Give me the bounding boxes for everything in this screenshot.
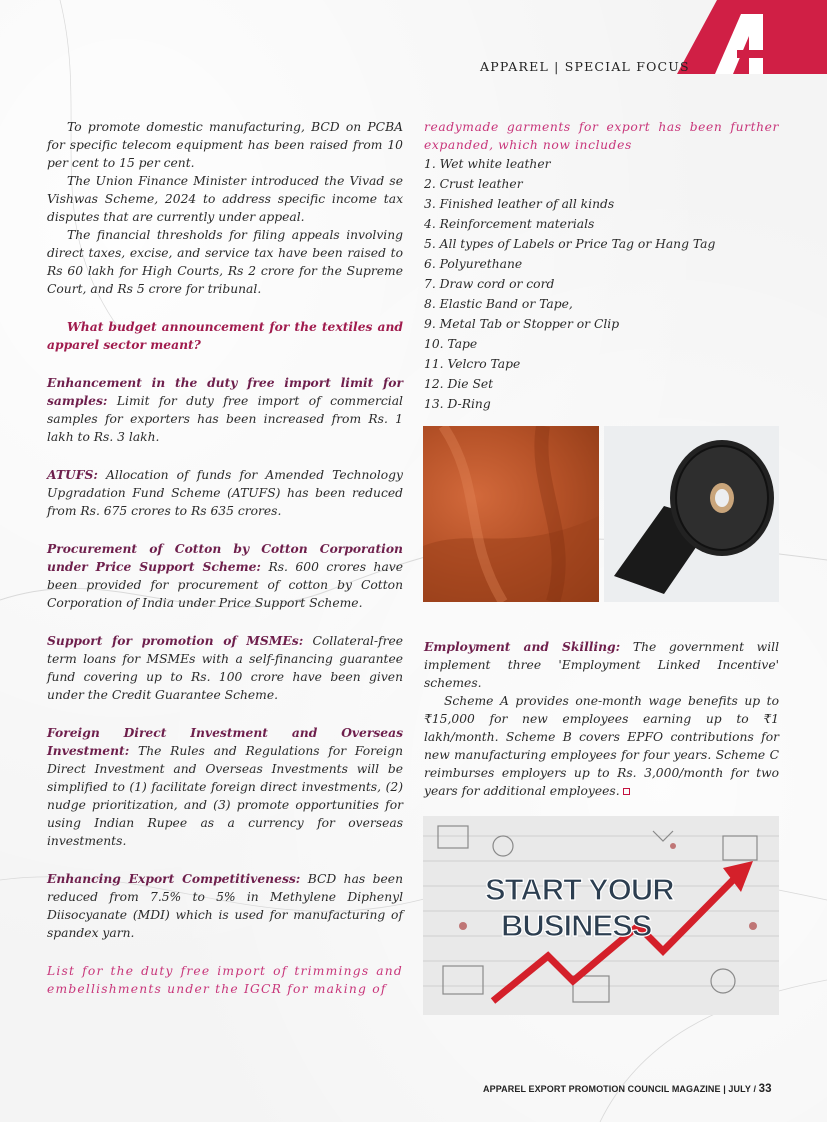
item-employment-label: Employment and Skilling: (424, 639, 621, 654)
item-employment (424, 638, 779, 692)
item-atufs-label: ATUFS: (47, 467, 98, 482)
item-samples-text: Limit for duty free import of commercial samples for exporters has been increased from Rs. 1 lakh to Rs. 3 lakh. (47, 394, 403, 444)
section-question: What budget announcement for the textiles and apparel sector meant? (47, 319, 403, 352)
list-item: 2. Crust leather (424, 177, 523, 191)
item-atufs-text: Allocation of funds for Amended Technology Upgradation Fund Scheme (ATUFS) has been reduced from Rs. 675 crores to Rs 635 crores. (47, 468, 403, 518)
trimmings-list (424, 154, 779, 414)
list-item: 8. Elastic Band or Tape, (424, 297, 573, 311)
item-cotton-text: Rs. 600 crores have been provided for procurement of cotton by Cotton Corporation of India under Price Support Scheme. (47, 560, 403, 610)
paragraph-appeal-thresholds: The financial thresholds for filing appeals involving direct taxes, excise, and service tax have been raised to Rs 60 lakh for High Courts, Rs 2 crore for the Supreme Court, and Rs 5 crore for tribunal. (47, 228, 403, 296)
item-fdi-label: Foreign Direct Investment and Overseas Investment: (47, 725, 403, 758)
item-atufs (47, 466, 403, 520)
footer-text: APPAREL EXPORT PROMOTION COUNCIL MAGAZINE | JULY / (483, 1084, 759, 1094)
list-item: 11. Velcro Tape (424, 357, 521, 371)
item-employment-text: The government will implement three 'Employment Linked Incentive' schemes. (424, 640, 779, 690)
list-item: 6. Polyurethane (424, 257, 523, 271)
list-item: 10. Tape (424, 337, 478, 351)
item-samples-label: Enhancement in the duty free import limit for samples: (47, 375, 403, 408)
page-footer (483, 1083, 772, 1095)
right-column (424, 118, 779, 414)
item-export-label: Enhancing Export Competitiveness: (47, 871, 301, 886)
paragraph-pcba: To promote domestic manufacturing, BCD on PCBA for specific telecom equipment has been raised from 10 per cent to 15 per cent. (47, 120, 403, 170)
leather-photo (423, 426, 599, 602)
item-cotton (47, 540, 403, 612)
item-cotton-label: Procurement of Cotton by Cotton Corporation under Price Support Scheme: (47, 541, 403, 574)
igcr-continued: readymade garments for export has been further expanded, which now includes (424, 120, 779, 152)
list-item: 13. D-Ring (424, 397, 491, 411)
page-number: 33 (758, 1083, 772, 1095)
item-samples (47, 374, 403, 446)
list-item: 5. All types of Labels or Price Tag or Hang Tag (424, 237, 716, 251)
item-export (47, 870, 403, 942)
item-igcr-intro: List for the duty free import of trimmings and embellishments under the IGCR for making of (47, 964, 403, 996)
leather-fold-shading (423, 426, 599, 602)
business-text-line-2: BUSINESS (501, 908, 652, 943)
employment-section (424, 638, 779, 800)
section-header: APPAREL | SPECIAL FOCUS (480, 59, 690, 74)
list-item: 12. Die Set (424, 377, 494, 391)
paragraph-vivad-se-vishwas: The Union Finance Minister introduced the Vivad se Vishwas Scheme, 2024 to address specific income tax disputes that are currently under appeal. (47, 174, 403, 224)
list-item: 1. Wet white leather (424, 157, 551, 171)
list-item: 9. Metal Tab or Stopper or Clip (424, 317, 620, 331)
item-fdi-text: The Rules and Regulations for Foreign Direct Investment and Overseas Investments will be simplified to (1) facilitate foreign direct investments, (2) nudge prioritization, and (3) promote opportunities for using Indian Rupee as a currency for overseas investments. (47, 744, 403, 848)
item-fdi (47, 724, 403, 850)
business-illustration (423, 816, 779, 1015)
item-msme-text: Collateral-free term loans for MSMEs with a self-financing guarantee fund covering up to Rs. 100 crore have been given under the Credit Guarantee Scheme. (47, 634, 404, 702)
start-business-image (423, 816, 779, 1015)
item-msme-label: Support for promotion of MSMEs: (47, 633, 304, 648)
left-column (47, 118, 403, 998)
list-item: 3. Finished leather of all kinds (424, 197, 615, 211)
business-text-line-1: START YOUR (485, 872, 674, 907)
magazine-a-logo (677, 0, 827, 74)
item-msme (47, 632, 403, 704)
item-export-text: BCD has been reduced from 7.5% to 5% in Methylene Diphenyl Diisocyanate (MDI) which is used for manufacturing of spandex yarn. (47, 872, 403, 940)
article-end-icon (623, 788, 630, 795)
elastic-roll-drawing (604, 426, 779, 602)
paragraph-schemes: Scheme A provides one-month wage benefits up to ₹15,000 for new employees earning up to ₹1 lakh/month. Scheme B covers EPFO contributions for new manufacturing employees for four years. Scheme C reimburses employers up to Rs. 3,000/month for two years for additional employees. (424, 694, 779, 798)
elastic-band-photo (604, 426, 779, 602)
list-item: 7. Draw cord or cord (424, 277, 555, 291)
list-item: 4. Reinforcement materials (424, 217, 595, 231)
